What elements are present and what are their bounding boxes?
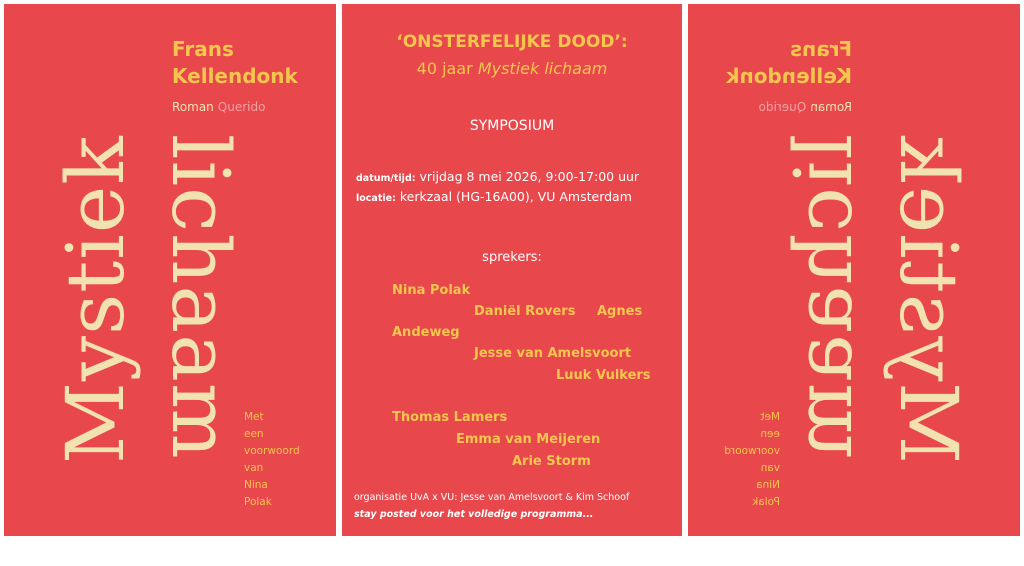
poster-title: ‘ONSTERFELIJKE DOOD’: (396, 32, 628, 52)
foreword-line: Polak (244, 496, 272, 508)
cover-publisher-line (172, 100, 265, 114)
speaker-name: Arie Storm (512, 454, 591, 469)
cover-author (726, 36, 852, 90)
speaker-name: Agnes (597, 304, 643, 319)
foreword-line: voorwoord (244, 445, 300, 457)
cover-content-mirrored (688, 4, 1020, 536)
speaker-name: Emma van Meijeren (456, 432, 601, 447)
organisation-line: organisatie UvA x VU: Jesse van Amelsvoort & Kim Schoof (354, 492, 630, 503)
cover-genre: Roman (172, 100, 214, 114)
author-first-name: Frans (172, 37, 234, 61)
cover-genre: Roman (810, 100, 852, 114)
cover-title-mystiek: Mystiek (49, 135, 142, 464)
foreword-line: Nina (756, 479, 780, 491)
cover-title-mystiek: Mystiek (882, 135, 975, 464)
speaker-name: Nina Polak (392, 283, 471, 298)
cover-publisher: Querido (758, 100, 807, 114)
date-line (356, 169, 639, 184)
subtitle-book-title: Mystiek lichaam (477, 59, 608, 78)
speaker-name: Luuk Vulkers (556, 368, 651, 383)
cover-content (4, 4, 336, 536)
foreword-line: Polak (752, 496, 780, 508)
foreword-line: van (244, 462, 264, 474)
book-cover-right-mirrored (688, 4, 1020, 536)
author-last-name: Kellendonk (172, 64, 298, 88)
event-type: SYMPOSIUM (469, 118, 555, 134)
foreword-line: een (244, 428, 264, 440)
foreword-line: Met (244, 411, 264, 423)
cover-publisher-line (759, 100, 852, 114)
foreword-line: een (760, 428, 780, 440)
location-line (356, 189, 632, 204)
speakers-heading: sprekers: (482, 250, 542, 265)
author-first-name: Frans (790, 37, 852, 61)
subtitle-prefix: 40 jaar (416, 59, 478, 78)
speaker-name: Andeweg (392, 325, 460, 340)
speaker-name: Thomas Lamers (392, 410, 508, 425)
foreword-line: voorwoord (724, 445, 780, 457)
speaker-name: Jesse van Amelsvoort (474, 346, 632, 361)
location-value: kerkzaal (HG-16A00), VU Amsterdam (395, 189, 632, 204)
book-cover-left (4, 4, 336, 536)
speaker-name: Daniël Rovers (474, 304, 576, 319)
cover-title-lichaam: lichaam (154, 134, 247, 460)
cover-title-lichaam: lichaam (777, 134, 870, 460)
poster-subtitle (342, 59, 682, 78)
location-label: locatie: (356, 193, 396, 204)
stay-posted-line: stay posted voor het volledige programma... (354, 509, 594, 520)
cover-foreword (244, 409, 300, 511)
cover-publisher: Querido (217, 100, 266, 114)
cover-author (172, 36, 298, 90)
foreword-line: van (760, 462, 780, 474)
author-last-name: Kellendonk (726, 64, 852, 88)
date-value: vrijdag 8 mei 2026, 9:00-17:00 uur (415, 169, 640, 184)
cover-foreword (724, 409, 780, 511)
foreword-line: Nina (244, 479, 268, 491)
foreword-line: Met (760, 411, 780, 423)
symposium-poster (342, 4, 682, 536)
date-label: datum/tijd: (356, 173, 416, 184)
